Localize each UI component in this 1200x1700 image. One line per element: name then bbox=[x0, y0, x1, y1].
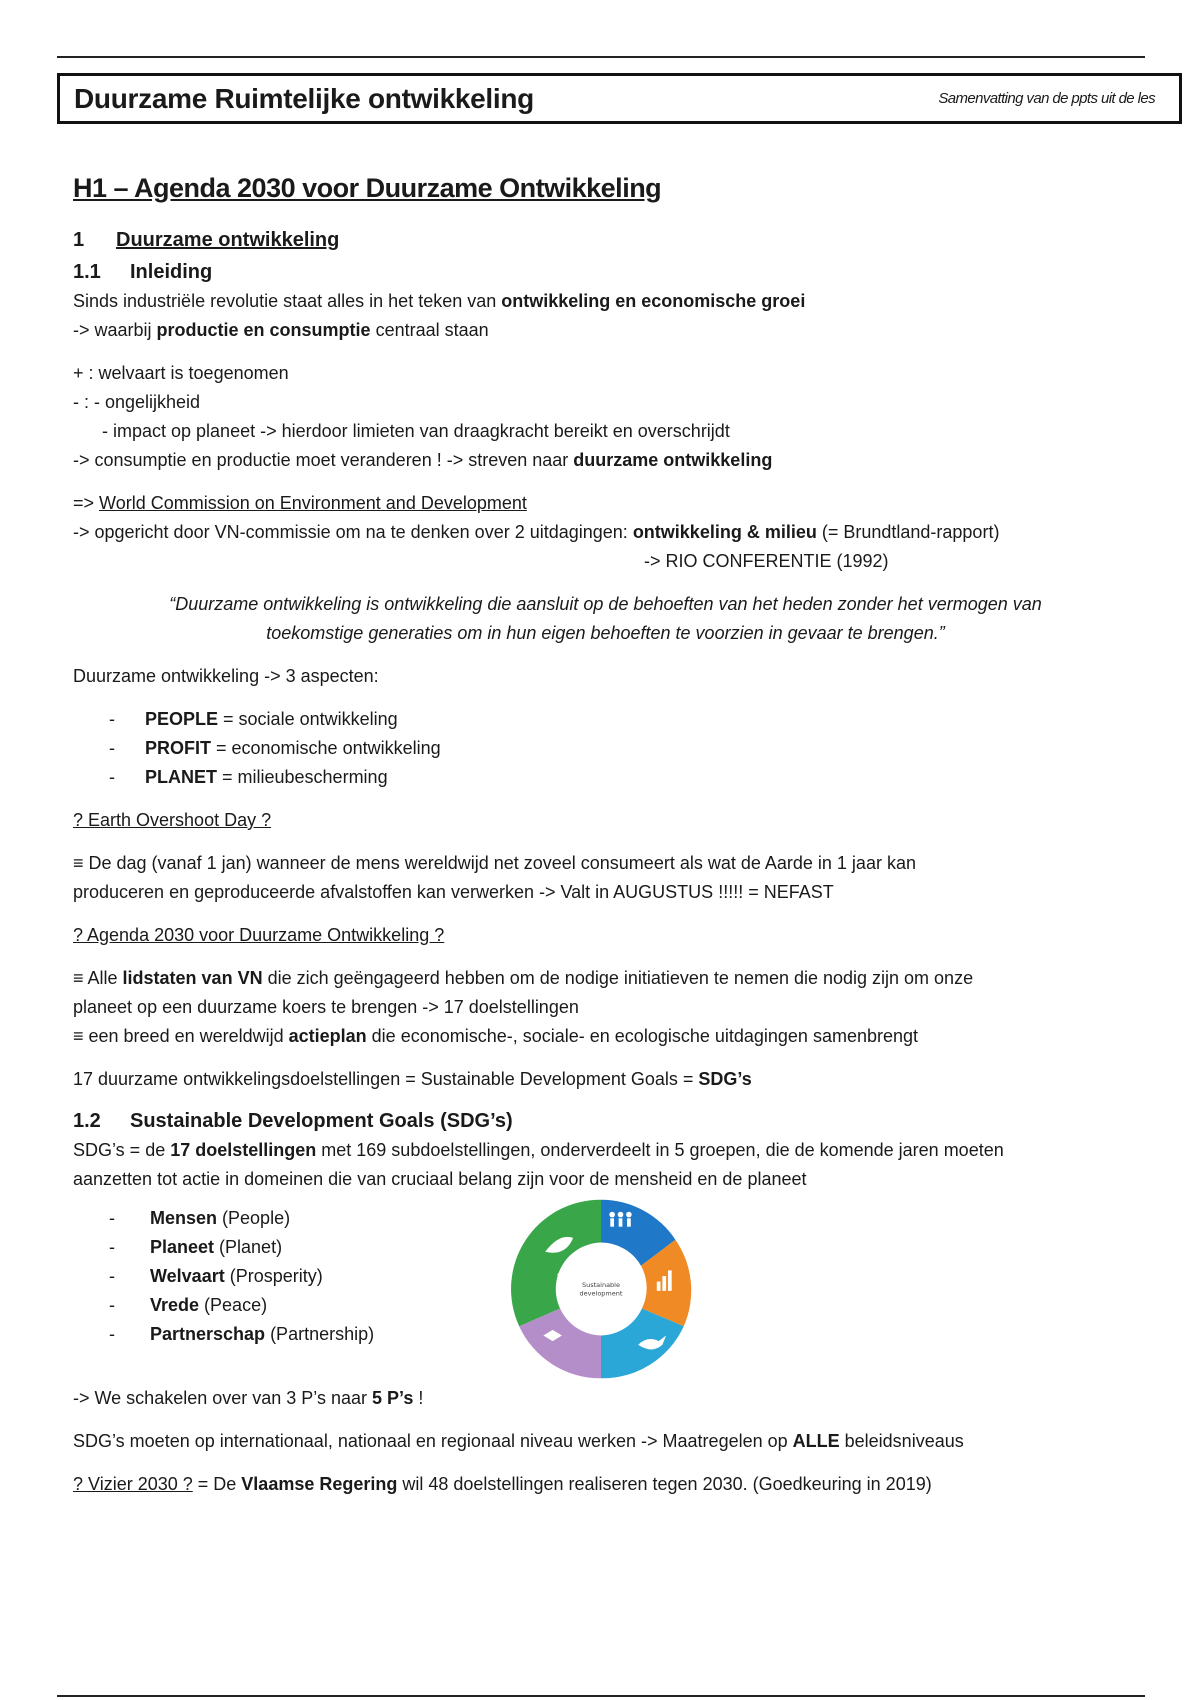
plus-line: + : welvaart is toegenomen bbox=[73, 363, 289, 383]
eod-line-2: produceren en geproduceerde afvalstoffen kan verwerken -> Valt in AUGUSTUS !!!!! = NEFAST bbox=[73, 882, 834, 902]
list-item: - PEOPLE = sociale ontwikkeling bbox=[73, 705, 1138, 734]
list-item: - PROFIT = economische ontwikkeling bbox=[73, 734, 1138, 763]
sdg-definition: 17 duurzame ontwikkelingsdoelstellingen = Sustainable Development Goals = SDG’s bbox=[73, 1069, 752, 1089]
sdg-groups-list bbox=[73, 1204, 374, 1349]
section-number: 1 bbox=[73, 229, 85, 251]
sdg-paragraph-1: SDG’s = de 17 doelstellingen met 169 subdoelstellingen, onderverdeelt in 5 groepen, die de komende jaren moeten bbox=[73, 1140, 1004, 1160]
list-item: - Welvaart (Prosperity) bbox=[73, 1262, 374, 1291]
chapter-title: H1 – Agenda 2030 voor Duurzame Ontwikkeling bbox=[73, 173, 662, 203]
subsection-number: 1.1 bbox=[73, 261, 101, 283]
minus-line-2: - impact op planeet -> hierdoor limieten van draagkracht bereikt en overschrijdt bbox=[102, 421, 730, 441]
list-item: - Vrede (Peace) bbox=[73, 1291, 374, 1320]
paragraph-industrial: Sinds industriële revolutie staat alles in het teken van ontwikkeling en economische groei bbox=[73, 291, 806, 311]
list-item: - Partnerschap (Partnership) bbox=[73, 1320, 374, 1349]
subsection-heading-1-1 bbox=[73, 257, 1138, 287]
agenda-line-2: planeet op een duurzame koers te brengen -> 17 doelstellingen bbox=[73, 997, 579, 1017]
paragraph-production: -> waarbij productie en consumptie centraal staan bbox=[73, 320, 489, 340]
change-line: -> consumptie en productie moet veranderen ! -> streven naar duurzame ontwikkeling bbox=[73, 450, 773, 470]
brundtland-quote: “Duurzame ontwikkeling is ontwikkeling die aansluit op de behoeften van het heden zonder het vermogen van toekomstige generaties om in hun eigen behoeften te voorzien in gevaar te brengen.” bbox=[169, 594, 1042, 643]
people-icon bbox=[609, 1212, 631, 1227]
sdg-paragraph-2: aanzetten tot actie in domeinen die van cruciaal belang zijn voor de mensheid en de planeet bbox=[73, 1169, 807, 1189]
vizier-question: ? Vizier 2030 ? bbox=[73, 1474, 193, 1494]
aspects-list bbox=[73, 705, 1138, 792]
agenda-question: ? Agenda 2030 voor Duurzame Ontwikkeling ? bbox=[73, 925, 445, 945]
subsection-title: Inleiding bbox=[130, 261, 213, 283]
minus-line-1: - : - ongelijkheid bbox=[73, 392, 201, 412]
eod-line-1: ≡ De dag (vanaf 1 jan) wanneer de mens wereldwijd net zoveel consumeert als wat de Aarde in 1 jaar kan bbox=[73, 853, 916, 873]
founded-line: -> opgericht door VN-commissie om na te denken over 2 uitdagingen: ontwikkeling & milieu (= Brundtland-rapport) bbox=[73, 522, 1000, 542]
wced-line: => World Commission on Environment and Development bbox=[73, 493, 527, 513]
top-rule bbox=[57, 56, 1145, 58]
subsection-heading-1-2 bbox=[73, 1106, 1138, 1136]
levels-line: SDG’s moeten op internationaal, nationaal en regionaal niveau werken -> Maatregelen op ALLE beleidsniveaus bbox=[73, 1431, 964, 1451]
document-header bbox=[57, 73, 1182, 124]
subsection-title: Sustainable Development Goals (SDG’s) bbox=[130, 1110, 513, 1132]
five-ps-line: -> We schakelen over van 3 P’s naar 5 P’s ! bbox=[73, 1388, 424, 1408]
section-title: Duurzame ontwikkeling bbox=[116, 229, 340, 251]
wheel-center-label: Sustainable development bbox=[579, 1281, 623, 1298]
eod-question: ? Earth Overshoot Day ? bbox=[73, 810, 272, 830]
document-body bbox=[73, 165, 1138, 1499]
rio-line: -> RIO CONFERENTIE (1992) bbox=[644, 551, 889, 571]
bottom-rule bbox=[57, 1695, 1145, 1697]
list-item: - PLANET = milieubescherming bbox=[73, 763, 1138, 792]
list-item: - Planeet (Planet) bbox=[73, 1233, 374, 1262]
wced-link: World Commission on Environment and Development bbox=[99, 493, 527, 513]
vizier-line: ? Vizier 2030 ? = De Vlaamse Regering wil 48 doelstellingen realiseren tegen 2030. (Goedkeuring in 2019) bbox=[73, 1474, 932, 1494]
document-subtitle: Samenvatting van de ppts uit de les bbox=[938, 90, 1155, 107]
document-title: Duurzame Ruimtelijke ontwikkeling bbox=[74, 82, 534, 114]
agenda-line-1: ≡ Alle lidstaten van VN die zich geëngageerd hebben om de nodige initiatieven te nemen die nodig zijn om onze bbox=[73, 968, 974, 988]
list-item: - Mensen (People) bbox=[73, 1204, 374, 1233]
sdg-wheel-diagram bbox=[508, 1196, 694, 1382]
sdg-groups-row bbox=[73, 1204, 1138, 1384]
aspects-intro: Duurzame ontwikkeling -> 3 aspecten: bbox=[73, 666, 379, 686]
agenda-line-3: ≡ een breed en wereldwijd actieplan die economische-, sociale- en ecologische uitdagingen samenbrengt bbox=[73, 1026, 919, 1046]
section-heading-1 bbox=[73, 225, 1138, 255]
subsection-number: 1.2 bbox=[73, 1110, 101, 1132]
